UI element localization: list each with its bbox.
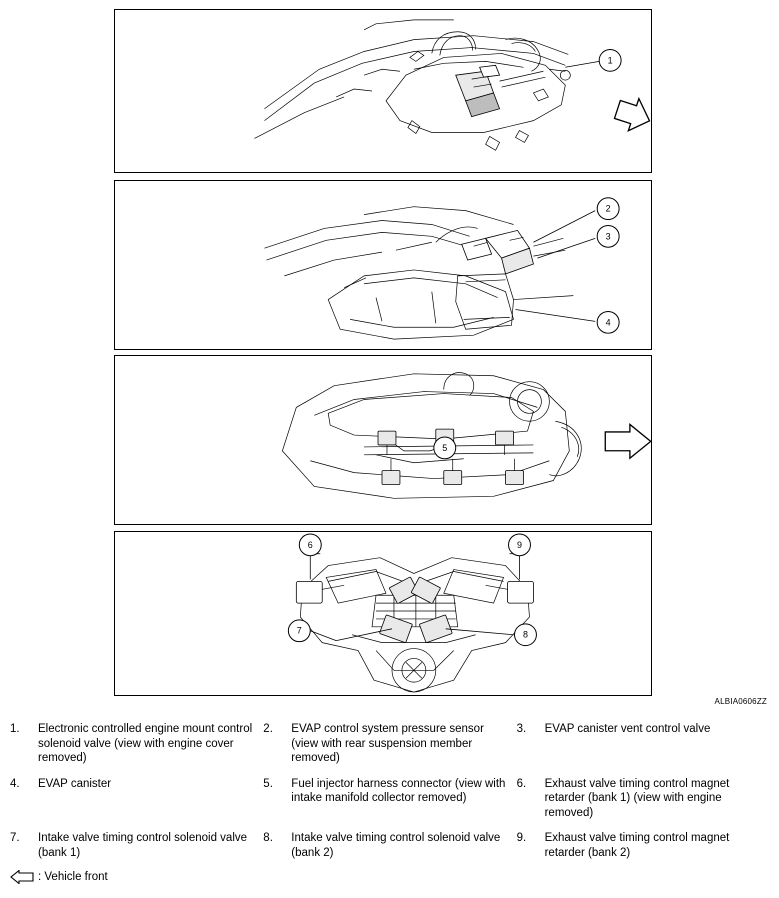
- callout-9: 9: [516, 539, 522, 550]
- left-arrow-icon: [10, 870, 36, 884]
- legend-number: 4.: [10, 777, 20, 790]
- figure-panel-engine-front-view: [114, 531, 652, 696]
- legend-item-1: [10, 722, 263, 766]
- legend-label: Electronic controlled engine mount control solenoid valve (view with engine cover removed): [38, 723, 253, 764]
- legend-label: EVAP canister vent control valve: [544, 723, 711, 735]
- legend-item-7: [10, 831, 263, 860]
- callout-2: 2: [605, 203, 611, 214]
- evap-components-illustration: [115, 181, 651, 349]
- callout-6: 6: [307, 539, 313, 550]
- legend-label: EVAP control system pressure sensor (view with rear suspension member removed): [291, 723, 484, 764]
- legend-row: [10, 722, 770, 766]
- legend-number: 1.: [10, 723, 20, 735]
- legend-number: 3.: [516, 723, 527, 735]
- figure-panel-intake-manifold-removed-view: [114, 355, 652, 525]
- callout-7: 7: [296, 625, 302, 636]
- legend-number: 8.: [263, 832, 273, 844]
- legend-number: 9.: [516, 832, 527, 844]
- legend-label: Fuel injector harness connector (view with intake manifold collector removed): [291, 777, 506, 804]
- callout-8: 8: [522, 629, 528, 640]
- figure-panel-rear-suspension-member-view: [114, 180, 652, 350]
- figure-code: ALBIA0606ZZ: [714, 697, 767, 706]
- legend-label: Exhaust valve timing control magnet retarder (bank 1) (view with engine removed): [544, 777, 730, 819]
- fuel-injector-harness-illustration: [115, 356, 651, 524]
- callout-4: 4: [605, 317, 611, 328]
- legend-item-5: [263, 777, 516, 821]
- figure-panel-engine-top-view: [114, 9, 652, 173]
- legend-label: Exhaust valve timing control magnet retarder (bank 2): [544, 832, 730, 859]
- legend-label: Intake valve timing control solenoid valve (bank 1): [38, 832, 248, 859]
- legend-number: 6.: [516, 777, 527, 790]
- legend-row: [10, 777, 770, 821]
- valve-timing-control-illustration: [115, 532, 651, 695]
- vehicle-front-note: [10, 870, 108, 884]
- vehicle-front-label: : Vehicle front: [38, 871, 108, 883]
- legend-item-8: [263, 831, 516, 860]
- legend-number: 2.: [263, 723, 273, 735]
- callout-1: 1: [607, 55, 613, 66]
- legend-item-9: [517, 831, 770, 860]
- legend-item-4: [10, 777, 263, 821]
- legend-row: [10, 831, 770, 860]
- legend: [10, 722, 770, 871]
- callout-3: 3: [605, 231, 611, 242]
- legend-label: EVAP canister: [38, 777, 112, 790]
- legend-label: Intake valve timing control solenoid valve (bank 2): [291, 832, 501, 859]
- legend-item-3: [517, 722, 770, 766]
- legend-number: 5.: [263, 777, 273, 790]
- legend-number: 7.: [10, 832, 20, 844]
- legend-item-2: [263, 722, 516, 766]
- engine-top-view-illustration: [115, 10, 651, 172]
- legend-item-6: [517, 777, 770, 821]
- callout-5: 5: [442, 442, 448, 453]
